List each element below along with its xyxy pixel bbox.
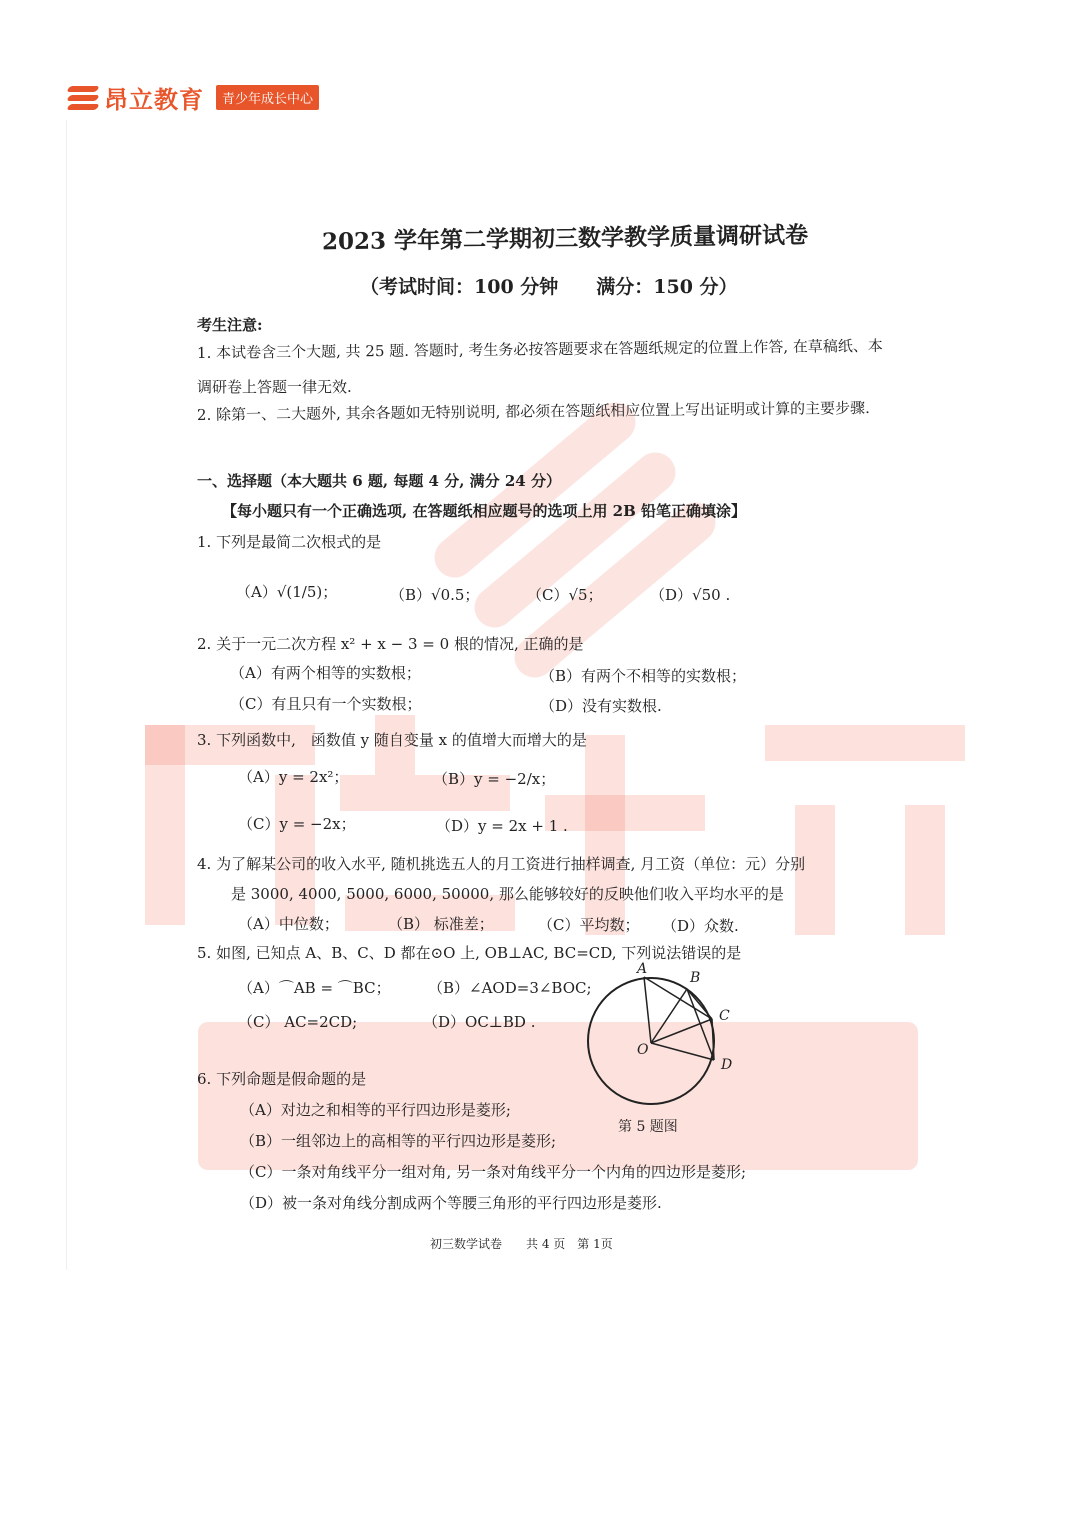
- segment-bc: [687, 989, 712, 1019]
- segment-ob: [651, 989, 687, 1043]
- section-heading: 一、选择题（本大题共 6 题, 每题 4 分, 满分 24 分）: [197, 472, 561, 490]
- question-stem: 1. 下列是最简二次根式的是: [197, 533, 382, 551]
- question-stem: 6. 下列命题是假命题的是: [197, 1070, 367, 1088]
- option: （B）y = −2/x；: [433, 770, 556, 788]
- option: （A）中位数；: [238, 915, 339, 933]
- question-stem: 4. 为了解某公司的收入水平, 随机挑选五人的月工资进行抽样调查, 月工资（单位：元）分别: [197, 855, 806, 873]
- option: （D）y = 2x + 1 .: [436, 817, 568, 835]
- segment-ac: [644, 977, 712, 1019]
- segment-oa: [644, 977, 651, 1043]
- brand-tag: 青少年成长中心: [216, 85, 319, 110]
- point-label-a: A: [637, 961, 648, 977]
- point-label-d: D: [721, 1057, 733, 1073]
- option: （C）一条对角线平分一组对角, 另一条对角线平分一个内角的四边形是菱形;: [240, 1163, 747, 1181]
- option: （C） AC=2CD;: [238, 1013, 358, 1031]
- exam-subtitle: （考试时间：100 分钟 满分：150 分）: [360, 276, 738, 298]
- option: （D）众数.: [662, 917, 739, 935]
- option: （A）对边之和相等的平行四边形是菱形;: [240, 1101, 511, 1119]
- option: （C）平均数；: [538, 916, 640, 934]
- option: （D）OC⊥BD .: [423, 1013, 536, 1031]
- option: （B）√0.5；: [390, 586, 480, 604]
- option: （B）有两个不相等的实数根；: [540, 667, 747, 685]
- notice-line: 1. 本试卷含三个大题, 共 25 题. 答题时, 考生务必按答题要求在答题纸规定的位置上作答, 在草稿纸、本: [196, 336, 883, 362]
- option: （A）y = 2x²；: [238, 768, 349, 786]
- option: （B）一组邻边上的高相等的平行四边形是菱形;: [240, 1132, 557, 1150]
- exam-title: 2023 学年第二学期初三数学教学质量调研试卷: [321, 221, 809, 256]
- option: （A）有两个相等的实数根；: [230, 664, 421, 682]
- question-stem: 5. 如图, 已知点 A、B、C、D 都在⊙O 上, OB⊥AC, BC=CD, 下列说法错误的是: [197, 944, 742, 962]
- point-label-c: C: [719, 1008, 730, 1024]
- page-footer: 初三数学试卷 共 4 页 第 1页: [430, 1237, 613, 1251]
- option: （A）⌒AB = ⌒BC；: [238, 979, 391, 997]
- question-stem: 2. 关于一元二次方程 x² + x − 3 = 0 根的情况, 正确的是: [197, 635, 584, 653]
- segment-bd: [687, 989, 714, 1060]
- brand-name: 昂立教育: [104, 86, 204, 114]
- option: （A）√(1/5)；: [236, 583, 338, 601]
- section-instruction: 【每小题只有一个正确选项, 在答题纸相应题号的选项上用 2B 铅笔正确填涂】: [222, 502, 747, 520]
- question-stem-cont: 是 3000, 4000, 5000, 6000, 50000, 那么能够较好的反映他们收入平均水平的是: [231, 885, 784, 903]
- figure-caption: 第 5 题图: [618, 1119, 678, 1135]
- option: （B） 标准差；: [388, 915, 494, 933]
- option: （D）没有实数根.: [540, 697, 662, 715]
- option: （C）√5；: [527, 586, 603, 604]
- point-label-b: B: [690, 970, 701, 986]
- option: （C）有且只有一个实数根；: [230, 695, 422, 713]
- option: （C）y = −2x；: [238, 815, 356, 833]
- option: （B）∠AOD=3∠BOC;: [428, 979, 592, 997]
- notice-line: 调研卷上答题一律无效.: [197, 378, 352, 396]
- option: （D）√50 .: [650, 586, 731, 604]
- question-stem: 3. 下列函数中, 函数值 y 随自变量 x 的值增大而增大的是: [197, 731, 587, 749]
- option: （D）被一条对角线分割成两个等腰三角形的平行四边形是菱形.: [240, 1194, 662, 1212]
- segment-od: [651, 1043, 714, 1060]
- point-label-o: O: [637, 1042, 649, 1058]
- notice-line: 2. 除第一、二大题外, 其余各题如无特别说明, 都必须在答题纸相应位置上写出证明或计算的主要步骤.: [196, 398, 871, 424]
- notice-heading: 考生注意:: [197, 316, 263, 334]
